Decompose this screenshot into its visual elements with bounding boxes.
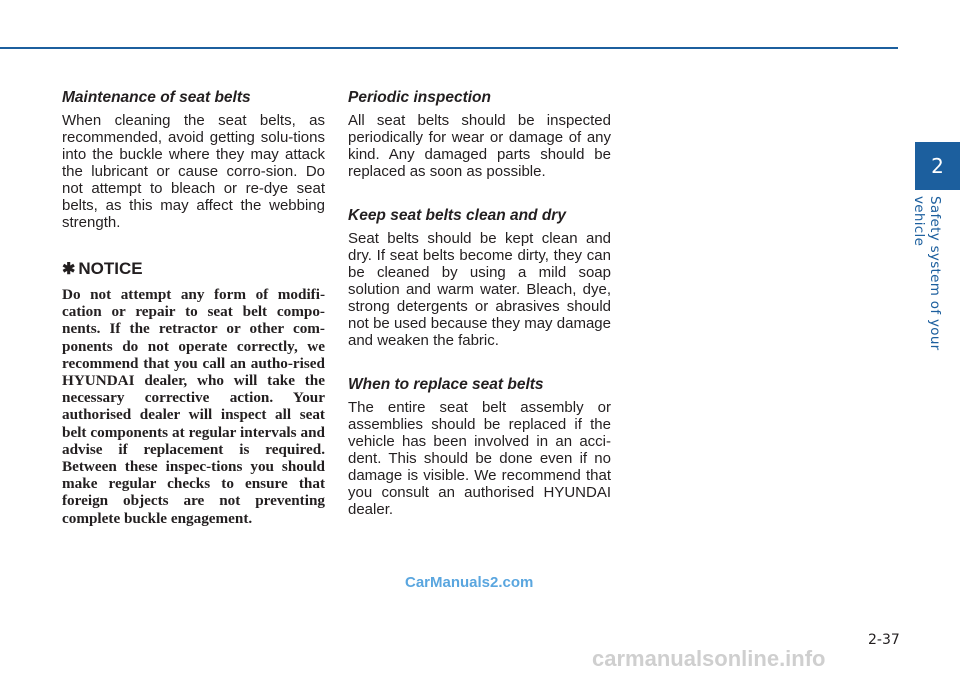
- watermark-carmanualsonline[interactable]: carmanualsonline.info: [592, 646, 826, 671]
- section-body-maintenance: When cleaning the seat belts, as recommended, avoid getting solu-tions into the buckle where they may attack the lubricant or cause corro-sion. Do not attempt to bleach or re-dye seat belts, as this may affect the webbing strength.: [62, 112, 325, 231]
- notice-asterisk-icon: ✱: [62, 261, 76, 278]
- page-number: 2-37: [868, 632, 900, 648]
- section-body-clean-dry: Seat belts should be kept clean and dry. If seat belts become dirty, they can be cleaned by using a mild soap solution and warm water. Bleach, dye, strong detergents or abrasives should not be used because they may damage and weaken the fabric.: [348, 230, 611, 349]
- section-heading-maintenance: Maintenance of seat belts: [62, 89, 251, 106]
- notice-heading: [62, 259, 325, 280]
- chapter-title: Safety system of your vehicle: [911, 196, 943, 351]
- section-heading-replace: When to replace seat belts: [348, 376, 544, 393]
- chapter-number-tab: 2: [915, 142, 960, 190]
- notice-body: Do not attempt any form of modifi-cation or repair to seat belt compo-nents. If the retractor or other com-ponents do not operate correctly, we recommend that you call an autho-rised HYUNDAI dealer, who will take the necessary corrective action. Your authorised dealer will inspect all seat belt components at regular intervals and advise if replacement is required. Between these inspec-tions you should make regular checks to ensure that foreign objects are not preventing complete buckle engagement.: [62, 286, 325, 527]
- left-column: [62, 88, 325, 527]
- section-body-periodic-inspection: All seat belts should be inspected periodically for wear or damage of any kind. Any damaged parts should be replaced as soon as possible.: [348, 112, 611, 180]
- section-body-replace: The entire seat belt assembly or assemblies should be replaced if the vehicle has been involved in an acci-dent. This should be done even if no damage is visible. We recommend that you consult an authorised HYUNDAI dealer.: [348, 399, 611, 518]
- notice-label: NOTICE: [78, 259, 143, 278]
- section-heading-periodic-inspection: Periodic inspection: [348, 89, 491, 106]
- watermark-carmanuals2[interactable]: CarManuals2.com: [405, 574, 534, 591]
- right-column: [348, 88, 611, 518]
- header-rule: [0, 47, 898, 49]
- section-heading-clean-dry: Keep seat belts clean and dry: [348, 207, 566, 224]
